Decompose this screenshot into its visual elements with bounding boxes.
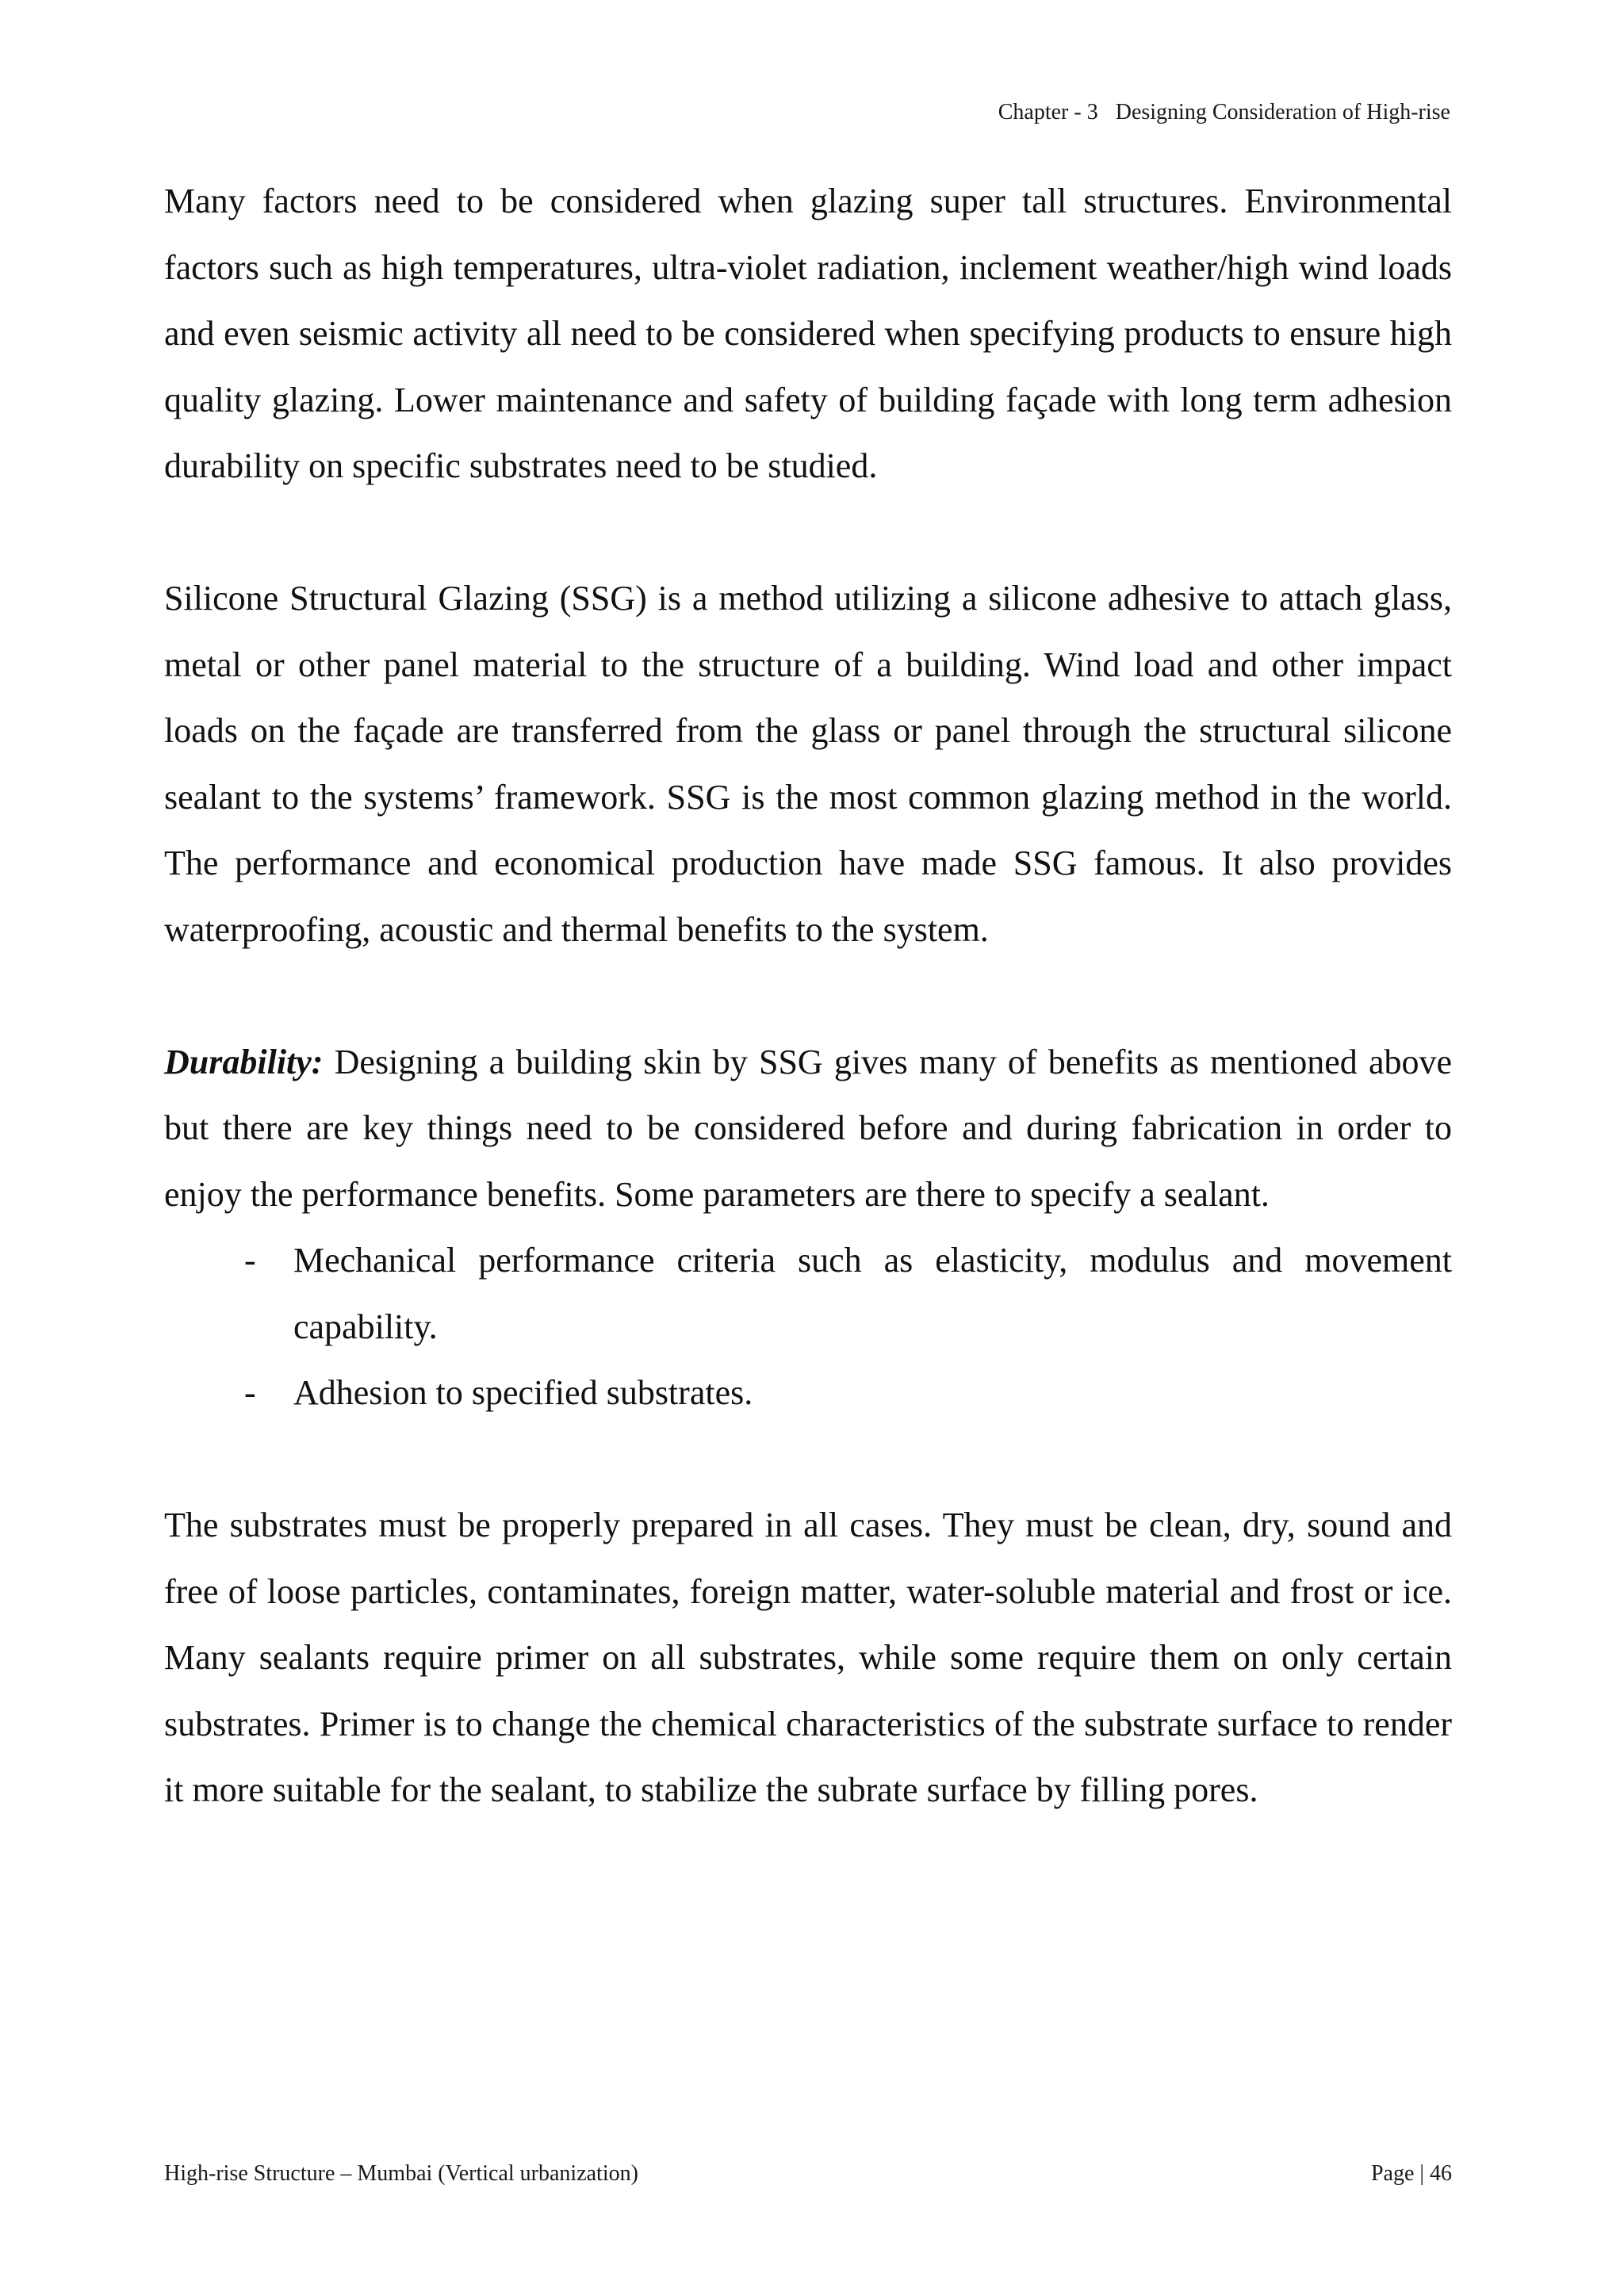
list-item [164, 1227, 1452, 1360]
durability-text: Designing a building skin by SSG gives many of benefits as mentioned above but there are key things need to be considered before and during fabrication in order to enjoy the performance benefits. Some parameters are there to specify a sealant. [164, 1042, 1452, 1214]
page-number: Page | 46 [1370, 2161, 1452, 2186]
paragraph-spacer [164, 1426, 1452, 1493]
list-item-text: Adhesion to specified substrates. [293, 1373, 753, 1412]
paragraph-substrate-preparation: The substrates must be properly prepared in all cases. They must be clean, dry, sound and free of loose particles, contaminates, foreign matter, water-soluble material and frost or ice. Many sealants require primer on all substrates, while some require them on only certain substrates. Primer is to change the chemical characteristics of the substrate surface to render it more suitable for the sealant, to stabilize the subrate surface by filling pores. [164, 1506, 1452, 1809]
paragraph-durability [164, 1029, 1452, 1228]
paragraph-spacer [164, 962, 1452, 1029]
paragraph-glazing-factors: Many factors need to be considered when glazing super tall structures. Environmental factors such as high temperatures, ultra-violet radiation, inclement weather/high wind loads and even seismic activity all need to be considered when specifying products to ensure high quality glazing. Lower maintenance and safety of building façade with long term adhesion durability on specific substrates need to be studied. [164, 182, 1452, 485]
page-footer [164, 2158, 1452, 2190]
chapter-number: Chapter - 3 [998, 100, 1098, 124]
page-header [998, 97, 1450, 128]
page-body [164, 168, 1452, 1823]
chapter-title: Designing Consideration of High-rise [1115, 100, 1450, 124]
list-dash: - [244, 1241, 256, 1280]
paragraph-ssg-definition: Silicone Structural Glazing (SSG) is a method utilizing a silicone adhesive to attach glass, metal or other panel material to the structure of a building. Wind load and other impact loads on the façade are transferred from the glass or panel through the structural silicone sealant to the systems’ framework. SSG is the most common glazing method in the world. The performance and economical production have made SSG famous. It also provides waterproofing, acoustic and thermal benefits to the system. [164, 579, 1452, 949]
durability-lead-in: Durability: [164, 1042, 324, 1081]
paragraph-spacer [164, 499, 1452, 566]
footer-document-title: High-rise Structure – Mumbai (Vertical urbanization) [164, 2161, 638, 2186]
list-dash: - [244, 1373, 256, 1412]
list-item [164, 1360, 1452, 1426]
sealant-parameters-list [164, 1227, 1452, 1426]
list-item-text: Mechanical performance criteria such as elasticity, modulus and movement capability. [293, 1241, 1452, 1346]
